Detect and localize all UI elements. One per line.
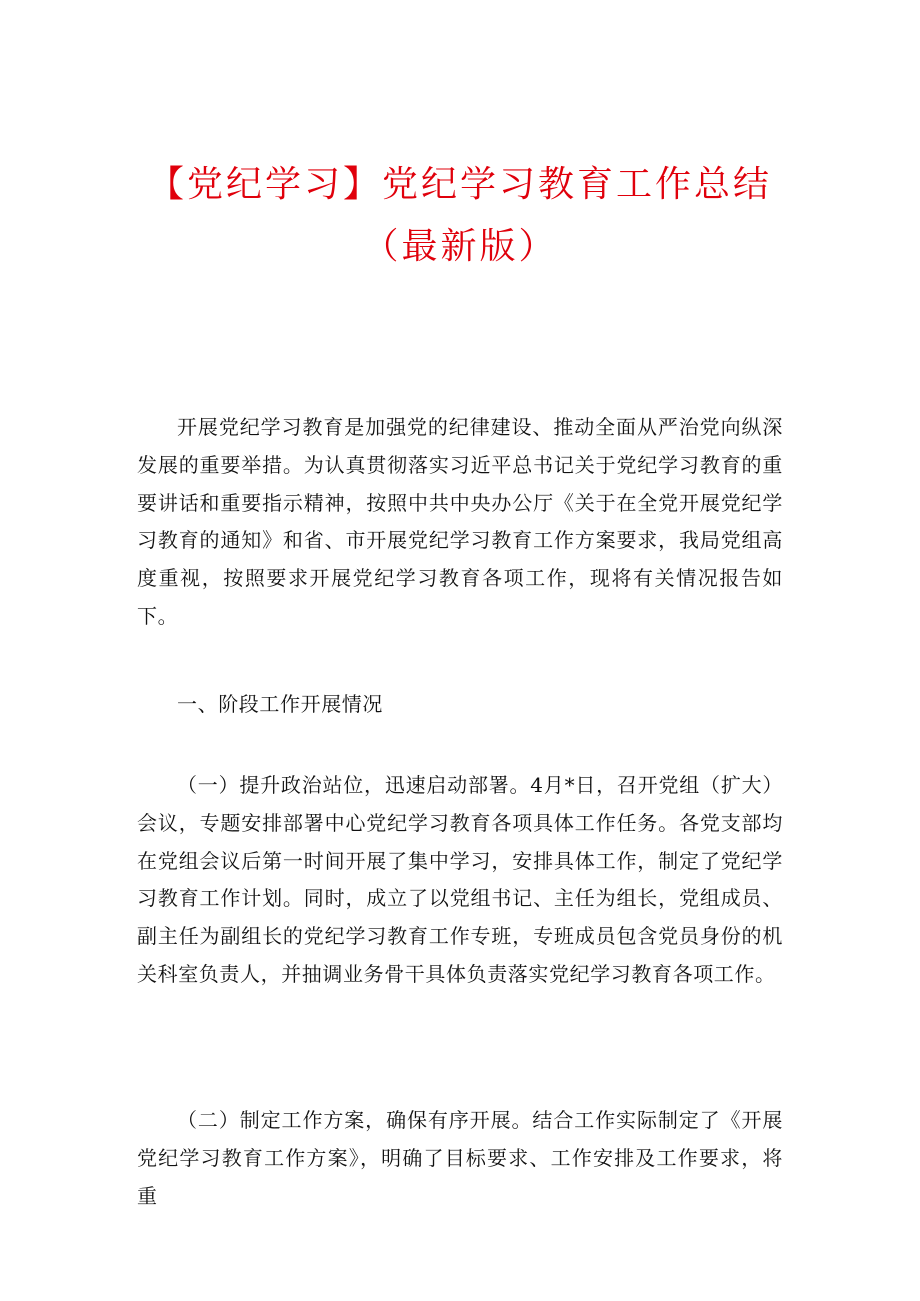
document-subtitle: （最新版） <box>362 226 558 267</box>
body-paragraph-1: （一）提升政治站位，迅速启动部署。4月*日，召开党组（扩大）会议，专题安排部署中心党纪学习教育各项具体工作任务。各党支部均在党组会议后第一时间开展了集中学习，安排具体工作，制定了党纪学习教育工作计划。同时，成立了以党组书记、主任为组长，党组成员、副主任为副组长的党纪学习教育工作专班，专班成员包含党员身份的机关科室负责人，并抽调业务骨干具体负责落实党纪学习教育各项工作。 <box>137 773 783 986</box>
intro-paragraph: 开展党纪学习教育是加强党的纪律建设、推动全面从严治党向纵深发展的重要举措。为认真贯彻落实习近平总书记关于党纪学习教育的重要讲话和重要指示精神，按照中共中央办公厅《关于在全党开展党纪学习教育的通知》和省、市开展党纪学习教育工作方案要求，我局党组高度重视，按照要求开展党纪学习教育各项工作，现将有关情况报告如下。 <box>137 415 783 628</box>
section-heading: 一、阶段工作开展情况 <box>177 692 383 716</box>
document-title: 【党纪学习】党纪学习教育工作总结 <box>147 164 772 205</box>
body-paragraph-2: （二）制定工作方案，确保有序开展。结合工作实际制定了《开展党纪学习教育工作方案》，明确了目标要求、工作安排及工作要求，将重 <box>137 1108 783 1208</box>
